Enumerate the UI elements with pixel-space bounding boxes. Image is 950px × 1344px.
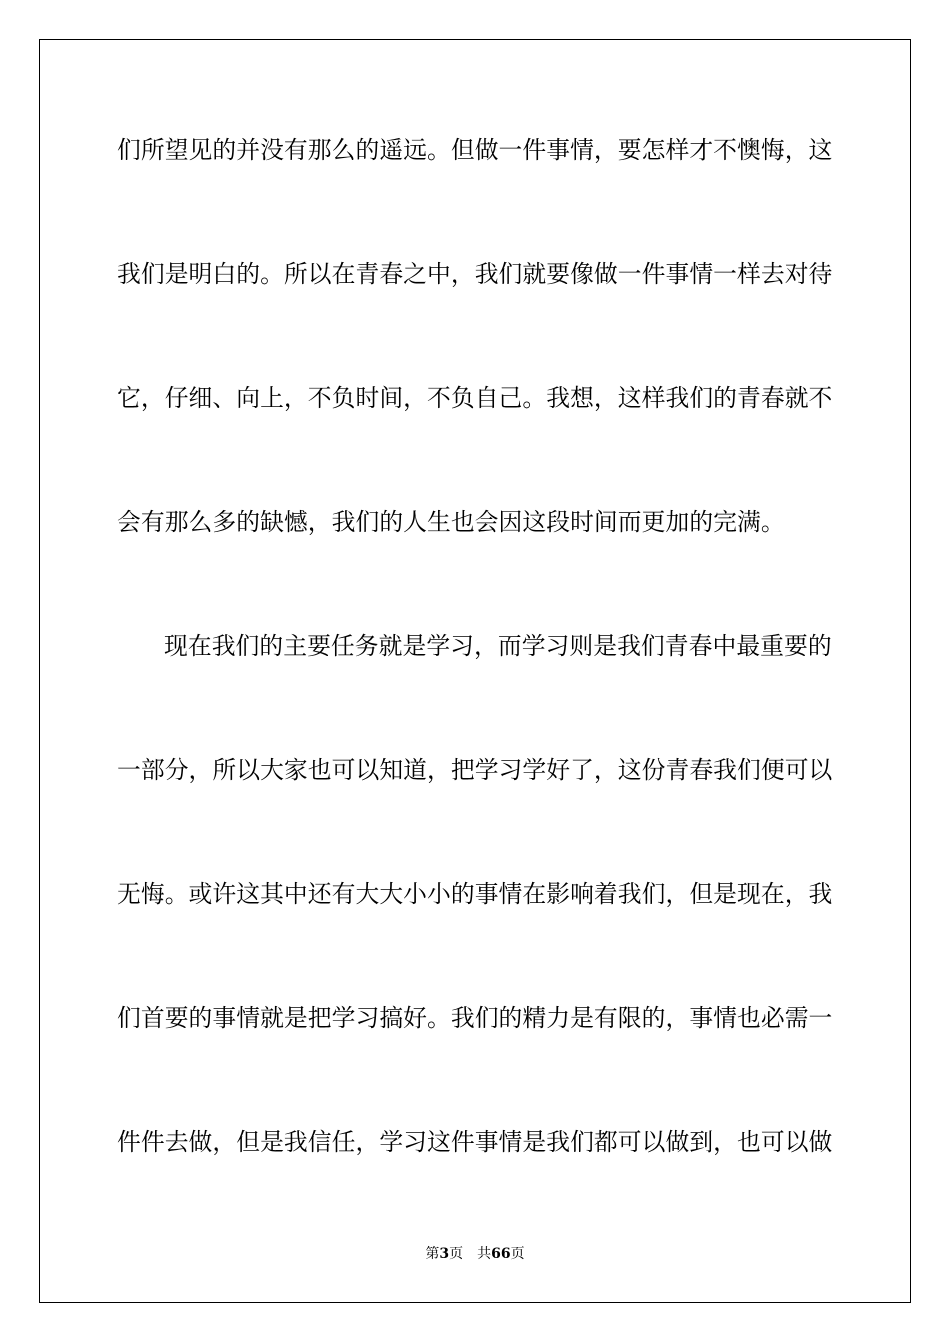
body-text-line-5-paragraph-start: 现在我们的主要任务就是学习，而学习则是我们青春中最重要的	[164, 632, 832, 660]
page-border	[39, 39, 911, 1303]
body-text-line-2: 我们是明白的。所以在青春之中，我们就要像做一件事情一样去对待	[117, 260, 833, 288]
body-text-line-3: 它，仔细、向上，不负时间，不负自己。我想，这样我们的青春就不	[117, 384, 833, 412]
footer-page-number: 3	[439, 1246, 450, 1262]
body-text-line-7: 无悔。或许这其中还有大大小小的事情在影响着我们，但是现在，我	[117, 880, 833, 908]
body-text-line-4: 会有那么多的缺憾，我们的人生也会因这段时间而更加的完满。	[117, 508, 785, 536]
body-text-line-8: 们首要的事情就是把学习搞好。我们的精力是有限的，事情也必需一	[117, 1004, 833, 1032]
footer-page-prefix: 第	[425, 1246, 440, 1262]
body-text-line-1: 们所望见的并没有那么的遥远。但做一件事情，要怎样才不懊悔，这	[117, 136, 833, 164]
page-footer	[0, 1245, 950, 1263]
body-text-line-9: 件件去做，但是我信任，学习这件事情是我们都可以做到，也可以做	[117, 1128, 833, 1156]
footer-total-prefix: 共	[477, 1246, 492, 1262]
body-text-line-6: 一部分，所以大家也可以知道，把学习学好了，这份青春我们便可以	[117, 756, 833, 784]
footer-total-number: 66	[491, 1246, 511, 1262]
footer-total-suffix: 页	[510, 1246, 525, 1262]
footer-page-suffix: 页	[449, 1246, 464, 1262]
